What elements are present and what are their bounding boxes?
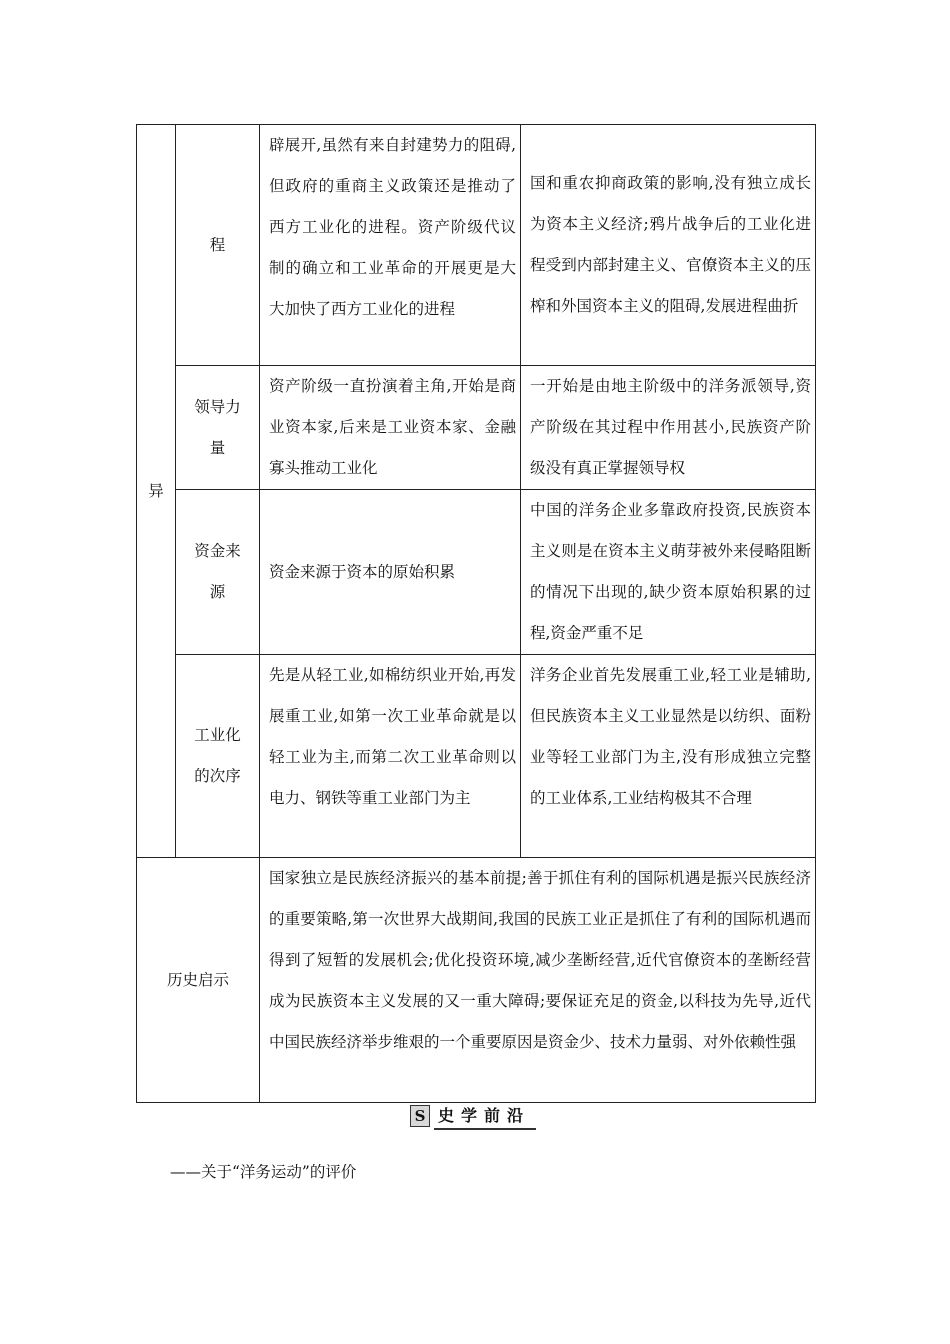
side-label-cell: 异	[137, 125, 176, 858]
category-cell: 程	[176, 125, 260, 366]
west-cell: 资产阶级一直扮演着主角,开始是商业资本家,后来是工业资本家、金融寡头推动工业化	[260, 366, 521, 490]
section-subtitle: ——关于“洋务运动”的评价	[170, 1163, 357, 1181]
table-row	[137, 366, 816, 490]
s-badge-icon: S	[410, 1105, 430, 1127]
west-cell: 先是从轻工业,如棉纺织业开始,再发展重工业,如第一次工业革命就是以轻工业为主,而第二次工业革命则以电力、钢铁等重工业部门为主	[260, 655, 521, 858]
category-cell: 资金来源	[176, 490, 260, 655]
china-cell: 洋务企业首先发展重工业,轻工业是辅助,但民族资本主义工业显然是以纺织、面粉业等轻工业部门为主,没有形成独立完整的工业体系,工业结构极其不合理	[521, 655, 816, 858]
comparison-table	[136, 124, 816, 1103]
section-banner	[410, 1102, 536, 1130]
table-row	[137, 858, 816, 1103]
history-text-cell: 国家独立是民族经济振兴的基本前提;善于抓住有利的国际机遇是振兴民族经济的重要策略,第一次世界大战期间,我国的民族工业正是抓住了有利的国际机遇而得到了短暂的发展机会;优化投资环境,减少垄断经营,近代官僚资本的垄断经营成为民族资本主义发展的又一重大障碍;要保证充足的资金,以科技为先导,近代中国民族经济举步维艰的一个重要原因是资金少、技术力量弱、对外依赖性强	[260, 858, 816, 1103]
section-title: 史学前沿	[434, 1103, 536, 1130]
china-cell: 中国的洋务企业多靠政府投资,民族资本主义则是在资本主义萌芽被外来侵略阻断的情况下出现的,缺少资本原始积累的过程,资金严重不足	[521, 490, 816, 655]
china-cell: 一开始是由地主阶级中的洋务派领导,资产阶级在其过程中作用甚小,民族资产阶级没有真正掌握领导权	[521, 366, 816, 490]
west-cell: 资金来源于资本的原始积累	[260, 490, 521, 655]
west-cell: 辟展开,虽然有来自封建势力的阻碍,但政府的重商主义政策还是推动了西方工业化的进程。资产阶级代议制的确立和工业革命的开展更是大大加快了西方工业化的进程	[260, 125, 521, 366]
category-cell: 领导力量	[176, 366, 260, 490]
table-row	[137, 125, 816, 366]
table-row	[137, 490, 816, 655]
category-cell: 工业化的次序	[176, 655, 260, 858]
china-cell: 国和重农抑商政策的影响,没有独立成长为资本主义经济;鸦片战争后的工业化进程受到内部封建主义、官僚资本主义的压榨和外国资本主义的阻碍,发展进程曲折	[521, 125, 816, 366]
history-label-cell: 历史启示	[137, 858, 260, 1103]
table-row	[137, 655, 816, 858]
